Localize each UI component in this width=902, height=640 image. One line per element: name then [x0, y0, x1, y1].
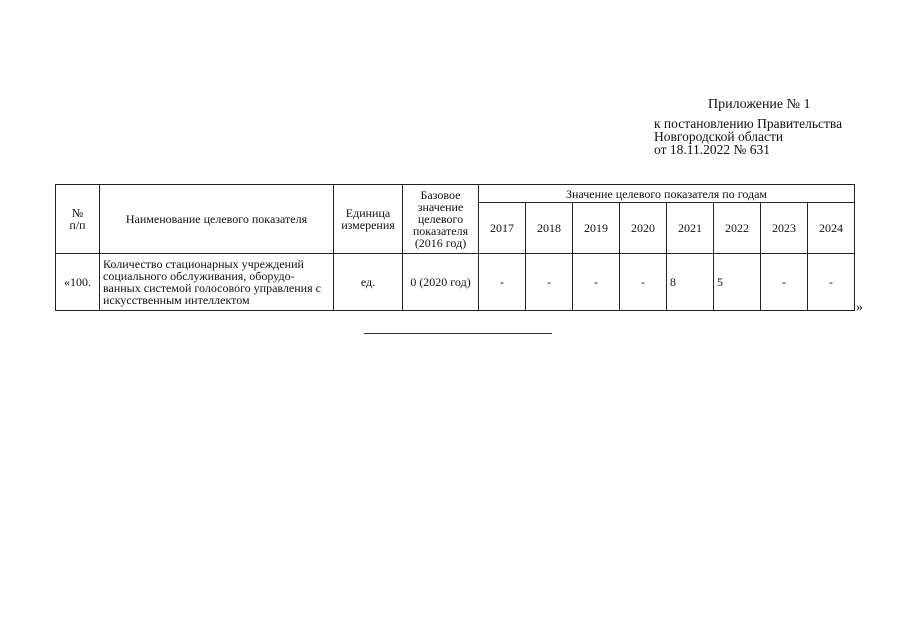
appendix-line-2: Новгородской области — [654, 129, 784, 144]
row-base-value: 0 (2020 год) — [403, 254, 479, 311]
appendix-line-1: к постановлению Правительства — [654, 116, 843, 131]
header-year: 2021 — [667, 203, 714, 254]
row-indicator-name: Количество стационарных учреждений социального обслуживания, оборудо-ванных системой голосового управления с искусственным интеллектом — [100, 254, 334, 311]
header-year: 2024 — [808, 203, 855, 254]
header-year: 2017 — [479, 203, 526, 254]
row-value-2023: - — [761, 254, 808, 311]
header-year: 2019 — [573, 203, 620, 254]
appendix-line-3: от 18.11.2022 № 631 — [654, 142, 770, 157]
appendix-header — [654, 98, 894, 156]
row-value-2022: 5 — [714, 254, 761, 311]
row-unit: ед. — [334, 254, 403, 311]
header-unit: Единица измерения — [334, 185, 403, 254]
row-value-2020: - — [620, 254, 667, 311]
row-number: «100. — [56, 254, 100, 311]
header-year: 2022 — [714, 203, 761, 254]
row-value-2018: - — [526, 254, 573, 311]
header-year: 2023 — [761, 203, 808, 254]
row-value-2021: 8 — [667, 254, 714, 311]
row-value-2017: - — [479, 254, 526, 311]
header-number: № п/п — [56, 185, 100, 254]
separator-line — [364, 333, 552, 334]
table-row — [56, 254, 855, 311]
header-years-group: Значение целевого показателя по годам — [479, 185, 855, 203]
header-year: 2018 — [526, 203, 573, 254]
row-value-2024: - — [808, 254, 855, 311]
targets-table — [55, 184, 855, 311]
closing-quote: » — [856, 300, 863, 315]
header-name: Наименование целевого показателя — [100, 185, 334, 254]
header-base-value: Базовое значение целевого показателя (2016 год) — [403, 185, 479, 254]
appendix-title: Приложение № 1 — [708, 97, 811, 112]
row-value-2019: - — [573, 254, 620, 311]
header-year: 2020 — [620, 203, 667, 254]
